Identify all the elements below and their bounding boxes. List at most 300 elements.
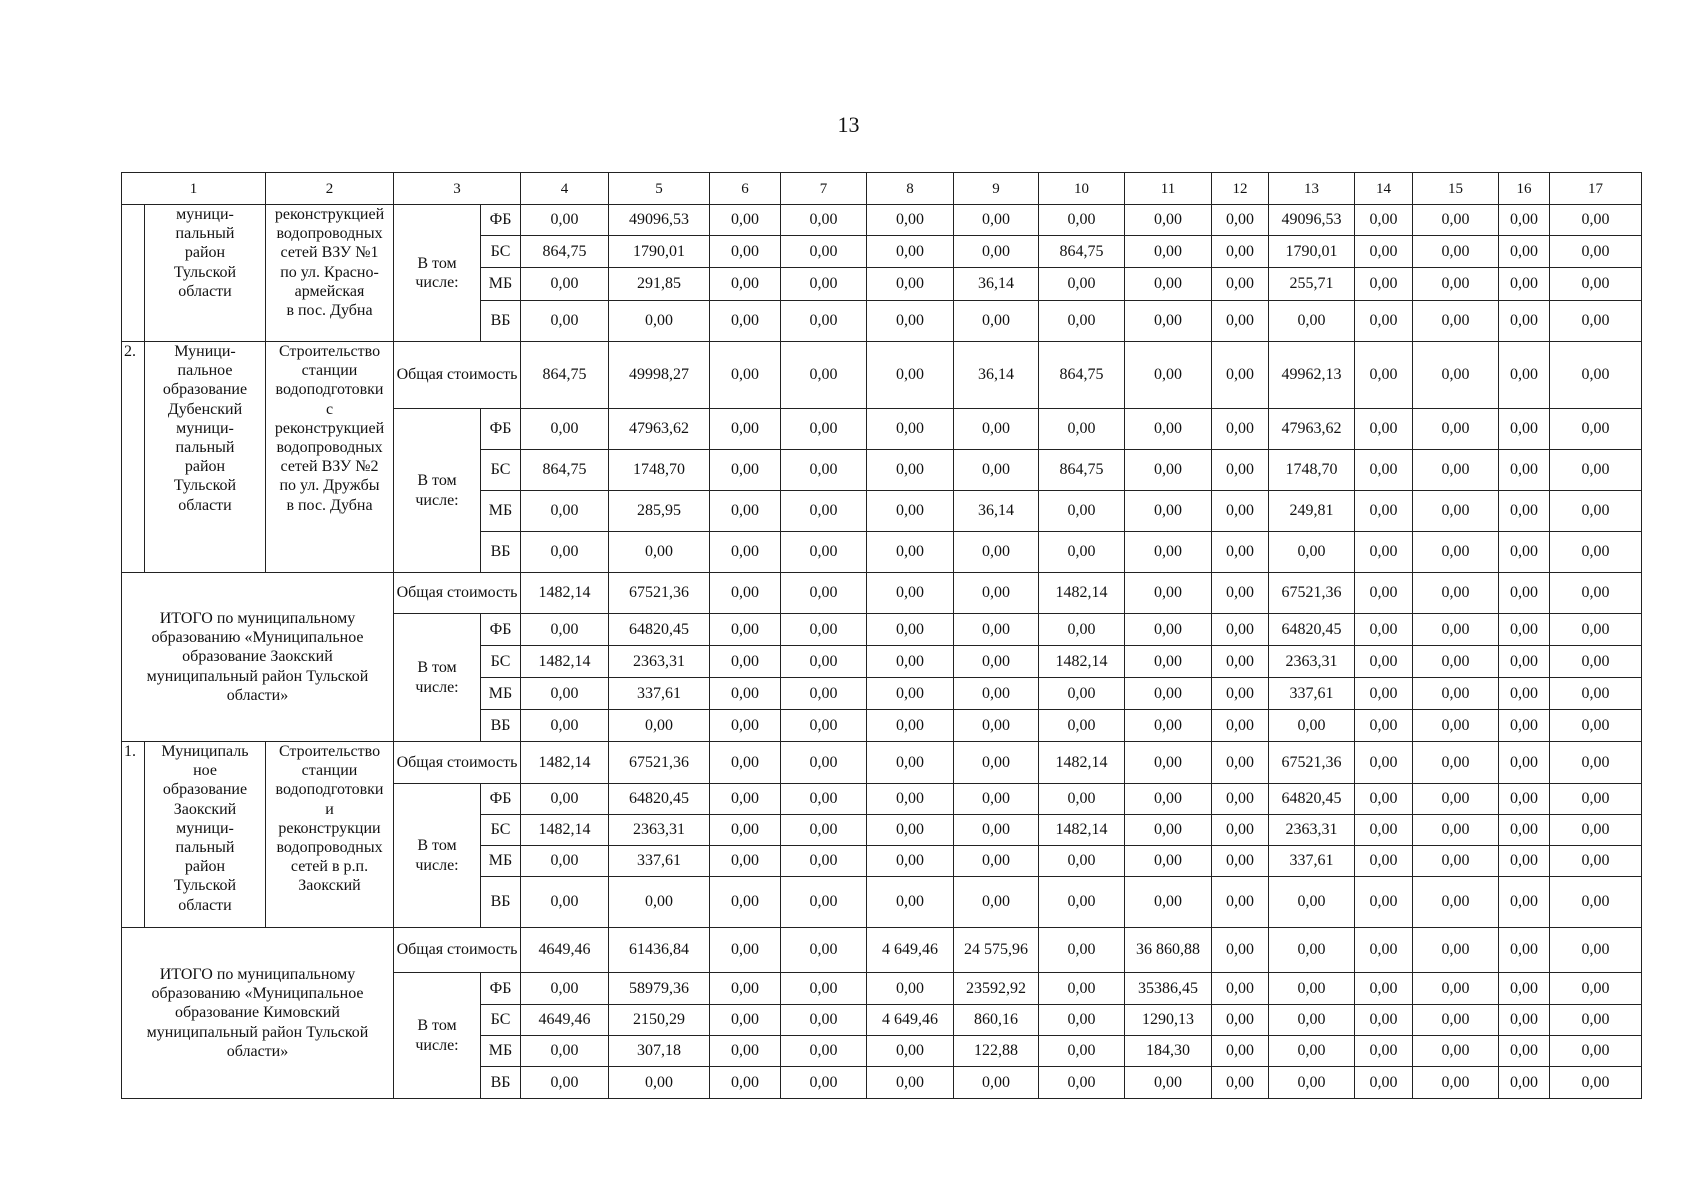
- value-cell: 0,00: [1413, 928, 1499, 973]
- value-cell: 0,00: [1355, 846, 1413, 877]
- value-cell: 0,00: [710, 409, 781, 450]
- value-cell: 0,00: [954, 205, 1039, 236]
- value-cell: 47963,62: [609, 409, 710, 450]
- column-header: 15: [1413, 173, 1499, 205]
- value-cell: 47963,62: [1269, 409, 1355, 450]
- value-cell: 0,00: [1212, 301, 1269, 342]
- value-cell: 0,00: [710, 450, 781, 491]
- value-cell: 0,00: [1413, 614, 1499, 646]
- value-cell: 0,00: [1039, 1005, 1125, 1036]
- value-cell: 0,00: [1499, 928, 1550, 973]
- value-cell: 0,00: [710, 846, 781, 877]
- source-label: БС: [481, 815, 521, 846]
- value-cell: 0,00: [954, 815, 1039, 846]
- municipality-cell: Муниципаль ное образование Заокский муници- пальный район Тульской области: [145, 742, 266, 928]
- source-label: МБ: [481, 1036, 521, 1067]
- value-cell: 1482,14: [521, 815, 609, 846]
- value-cell: 0,00: [1499, 877, 1550, 928]
- value-cell: 0,00: [867, 742, 954, 784]
- value-cell: 0,00: [781, 236, 867, 268]
- value-cell: 0,00: [781, 491, 867, 532]
- value-cell: 0,00: [1413, 784, 1499, 815]
- column-header: 7: [781, 173, 867, 205]
- value-cell: 0,00: [1125, 1067, 1212, 1099]
- value-cell: 0,00: [609, 1067, 710, 1099]
- value-cell: 64820,45: [609, 784, 710, 815]
- value-cell: 0,00: [781, 205, 867, 236]
- value-cell: 0,00: [1499, 678, 1550, 710]
- column-header: 1: [122, 173, 266, 205]
- value-cell: 0,00: [1125, 573, 1212, 614]
- value-cell: 0,00: [1550, 678, 1642, 710]
- value-cell: 1748,70: [1269, 450, 1355, 491]
- source-label: МБ: [481, 491, 521, 532]
- value-cell: 0,00: [1212, 784, 1269, 815]
- value-cell: 0,00: [781, 614, 867, 646]
- value-cell: 0,00: [1355, 742, 1413, 784]
- value-cell: 0,00: [1212, 846, 1269, 877]
- value-cell: 0,00: [1269, 1036, 1355, 1067]
- value-cell: 0,00: [521, 1067, 609, 1099]
- value-cell: 0,00: [867, 815, 954, 846]
- value-cell: 0,00: [710, 205, 781, 236]
- value-cell: 0,00: [867, 784, 954, 815]
- value-cell: 0,00: [781, 1067, 867, 1099]
- value-cell: 0,00: [1355, 236, 1413, 268]
- value-cell: 0,00: [521, 784, 609, 815]
- value-cell: 0,00: [1355, 301, 1413, 342]
- value-cell: 0,00: [781, 877, 867, 928]
- value-cell: 184,30: [1125, 1036, 1212, 1067]
- value-cell: 0,00: [710, 301, 781, 342]
- value-cell: 0,00: [1355, 1036, 1413, 1067]
- value-cell: 0,00: [1499, 205, 1550, 236]
- value-cell: 0,00: [609, 532, 710, 573]
- value-cell: 0,00: [867, 409, 954, 450]
- value-cell: 0,00: [1499, 1005, 1550, 1036]
- value-cell: 0,00: [867, 710, 954, 742]
- value-cell: 0,00: [1499, 614, 1550, 646]
- value-cell: 0,00: [710, 1067, 781, 1099]
- value-cell: 0,00: [1212, 491, 1269, 532]
- value-cell: 0,00: [1355, 928, 1413, 973]
- value-cell: 0,00: [1355, 1005, 1413, 1036]
- value-cell: 0,00: [1355, 205, 1413, 236]
- value-cell: 0,00: [521, 846, 609, 877]
- source-label: ФБ: [481, 614, 521, 646]
- header-row: [122, 173, 1642, 205]
- value-cell: 0,00: [1125, 205, 1212, 236]
- value-cell: 0,00: [1212, 342, 1269, 409]
- value-cell: 0,00: [710, 973, 781, 1005]
- value-cell: 0,00: [867, 301, 954, 342]
- value-cell: 0,00: [710, 784, 781, 815]
- value-cell: 0,00: [710, 678, 781, 710]
- value-cell: 337,61: [609, 846, 710, 877]
- value-cell: 0,00: [1039, 491, 1125, 532]
- value-cell: 0,00: [521, 301, 609, 342]
- value-cell: 0,00: [609, 877, 710, 928]
- value-cell: 0,00: [1125, 678, 1212, 710]
- value-cell: 0,00: [710, 532, 781, 573]
- value-cell: 0,00: [781, 678, 867, 710]
- value-cell: 0,00: [1550, 742, 1642, 784]
- value-cell: 255,71: [1269, 268, 1355, 301]
- value-cell: 0,00: [1355, 409, 1413, 450]
- value-cell: 0,00: [1125, 236, 1212, 268]
- value-cell: 0,00: [954, 846, 1039, 877]
- value-cell: 0,00: [1212, 877, 1269, 928]
- value-cell: 0,00: [1212, 646, 1269, 678]
- value-cell: 0,00: [781, 815, 867, 846]
- value-cell: 0,00: [1039, 614, 1125, 646]
- value-cell: 0,00: [781, 342, 867, 409]
- value-cell: 0,00: [1212, 973, 1269, 1005]
- value-cell: 0,00: [710, 268, 781, 301]
- value-cell: 1790,01: [609, 236, 710, 268]
- value-cell: 0,00: [710, 928, 781, 973]
- value-cell: 0,00: [1413, 1005, 1499, 1036]
- municipality-cell: Муници- пальное образование Дубенский муници- пальный район Тульской области: [145, 342, 266, 573]
- value-cell: 0,00: [1550, 236, 1642, 268]
- value-cell: 1482,14: [1039, 742, 1125, 784]
- total-cost-label: Общая стоимость: [394, 928, 521, 973]
- value-cell: 0,00: [1039, 1036, 1125, 1067]
- value-cell: 0,00: [1413, 236, 1499, 268]
- value-cell: 0,00: [954, 678, 1039, 710]
- value-cell: 0,00: [1413, 450, 1499, 491]
- value-cell: 0,00: [1413, 205, 1499, 236]
- value-cell: 0,00: [1499, 1067, 1550, 1099]
- value-cell: 0,00: [1212, 268, 1269, 301]
- value-cell: 0,00: [867, 532, 954, 573]
- value-cell: 0,00: [710, 646, 781, 678]
- value-cell: 0,00: [1550, 614, 1642, 646]
- value-cell: 0,00: [954, 1067, 1039, 1099]
- value-cell: 0,00: [1550, 1036, 1642, 1067]
- value-cell: 0,00: [1355, 973, 1413, 1005]
- value-cell: 0,00: [1212, 1036, 1269, 1067]
- value-cell: 0,00: [1212, 573, 1269, 614]
- value-cell: 0,00: [1355, 614, 1413, 646]
- value-cell: 0,00: [954, 784, 1039, 815]
- value-cell: 0,00: [781, 742, 867, 784]
- value-cell: 0,00: [1355, 678, 1413, 710]
- value-cell: 0,00: [1269, 710, 1355, 742]
- value-cell: 0,00: [954, 532, 1039, 573]
- value-cell: 0,00: [1499, 742, 1550, 784]
- value-cell: 0,00: [1269, 928, 1355, 973]
- value-cell: 864,75: [521, 342, 609, 409]
- value-cell: 0,00: [1039, 928, 1125, 973]
- row-number-cell: 2.: [122, 342, 145, 573]
- value-cell: 0,00: [1499, 1036, 1550, 1067]
- value-cell: 0,00: [781, 928, 867, 973]
- including-label: В том числе:: [394, 614, 481, 742]
- value-cell: 0,00: [1212, 205, 1269, 236]
- value-cell: 0,00: [1039, 1067, 1125, 1099]
- value-cell: 0,00: [1499, 409, 1550, 450]
- column-header: 3: [394, 173, 521, 205]
- value-cell: 0,00: [1039, 846, 1125, 877]
- value-cell: 0,00: [1499, 491, 1550, 532]
- value-cell: 0,00: [781, 301, 867, 342]
- value-cell: 36,14: [954, 342, 1039, 409]
- value-cell: 0,00: [1499, 236, 1550, 268]
- value-cell: 0,00: [521, 877, 609, 928]
- value-cell: 0,00: [1499, 646, 1550, 678]
- value-cell: 0,00: [710, 236, 781, 268]
- source-label: БС: [481, 450, 521, 491]
- value-cell: 860,16: [954, 1005, 1039, 1036]
- value-cell: 67521,36: [1269, 742, 1355, 784]
- value-cell: 0,00: [1413, 532, 1499, 573]
- column-header: 5: [609, 173, 710, 205]
- project-cell: Строительство станции водоподготовки с реконструкцией водопроводных сетей ВЗУ №2 по ул. Дружбы в пос. Дубна: [266, 342, 394, 573]
- value-cell: 0,00: [1039, 268, 1125, 301]
- value-cell: 0,00: [781, 710, 867, 742]
- source-label: ФБ: [481, 784, 521, 815]
- value-cell: 0,00: [954, 710, 1039, 742]
- total-cost-label: Общая стоимость: [394, 573, 521, 614]
- value-cell: 0,00: [710, 815, 781, 846]
- value-cell: 0,00: [1550, 784, 1642, 815]
- value-cell: 285,95: [609, 491, 710, 532]
- source-label: МБ: [481, 846, 521, 877]
- value-cell: 0,00: [710, 1005, 781, 1036]
- value-cell: 0,00: [609, 710, 710, 742]
- value-cell: 0,00: [521, 710, 609, 742]
- value-cell: 0,00: [1413, 268, 1499, 301]
- value-cell: 0,00: [1039, 532, 1125, 573]
- value-cell: 0,00: [954, 742, 1039, 784]
- value-cell: 0,00: [1550, 846, 1642, 877]
- value-cell: 0,00: [1355, 710, 1413, 742]
- including-label: В том числе:: [394, 973, 481, 1099]
- value-cell: 58979,36: [609, 973, 710, 1005]
- value-cell: 0,00: [710, 710, 781, 742]
- value-cell: 0,00: [1269, 973, 1355, 1005]
- value-cell: 337,61: [1269, 678, 1355, 710]
- value-cell: 49998,27: [609, 342, 710, 409]
- source-label: ВБ: [481, 1067, 521, 1099]
- value-cell: 0,00: [1125, 342, 1212, 409]
- value-cell: 49096,53: [609, 205, 710, 236]
- value-cell: 1482,14: [1039, 646, 1125, 678]
- value-cell: 0,00: [867, 846, 954, 877]
- total-row: [122, 573, 1642, 614]
- page-number: 13: [837, 112, 860, 137]
- value-cell: 0,00: [954, 614, 1039, 646]
- source-label: ФБ: [481, 409, 521, 450]
- value-cell: 307,18: [609, 1036, 710, 1067]
- value-cell: 0,00: [1039, 877, 1125, 928]
- value-cell: 67521,36: [1269, 573, 1355, 614]
- value-cell: 0,00: [1355, 532, 1413, 573]
- value-cell: 0,00: [1499, 710, 1550, 742]
- value-cell: 0,00: [867, 877, 954, 928]
- value-cell: 0,00: [1355, 342, 1413, 409]
- value-cell: 0,00: [1413, 710, 1499, 742]
- value-cell: 0,00: [1499, 573, 1550, 614]
- value-cell: 0,00: [1269, 532, 1355, 573]
- column-header: 13: [1269, 173, 1355, 205]
- value-cell: 0,00: [521, 409, 609, 450]
- value-cell: 0,00: [781, 1005, 867, 1036]
- value-cell: 0,00: [710, 614, 781, 646]
- column-header: 17: [1550, 173, 1642, 205]
- project-cell: реконструкцией водопроводных сетей ВЗУ №1 по ул. Красно- армейская в пос. Дубна: [266, 205, 394, 342]
- value-cell: 1482,14: [1039, 573, 1125, 614]
- value-cell: 0,00: [1039, 973, 1125, 1005]
- value-cell: 0,00: [867, 573, 954, 614]
- value-cell: 0,00: [781, 450, 867, 491]
- value-cell: 0,00: [1355, 573, 1413, 614]
- value-cell: 0,00: [954, 236, 1039, 268]
- value-cell: 0,00: [1125, 646, 1212, 678]
- value-cell: 0,00: [1269, 1005, 1355, 1036]
- value-cell: 0,00: [1125, 409, 1212, 450]
- value-cell: 0,00: [867, 342, 954, 409]
- value-cell: 0,00: [710, 342, 781, 409]
- column-header: 2: [266, 173, 394, 205]
- value-cell: 0,00: [1355, 646, 1413, 678]
- value-cell: 0,00: [1550, 450, 1642, 491]
- value-cell: 2363,31: [1269, 815, 1355, 846]
- value-cell: 0,00: [710, 877, 781, 928]
- value-cell: 0,00: [1039, 409, 1125, 450]
- value-cell: 0,00: [1499, 973, 1550, 1005]
- subtotal-title: ИТОГО по муниципальному образованию «Муниципальное образование Кимовский муниципальный район Тульской области»: [122, 928, 394, 1099]
- source-label: ВБ: [481, 532, 521, 573]
- value-cell: 0,00: [954, 450, 1039, 491]
- value-cell: 0,00: [521, 1036, 609, 1067]
- column-header: 9: [954, 173, 1039, 205]
- value-cell: 0,00: [954, 877, 1039, 928]
- value-cell: 864,75: [1039, 236, 1125, 268]
- row-number-cell: 1.: [122, 742, 145, 928]
- value-cell: 0,00: [1125, 815, 1212, 846]
- row-number-cell: [122, 205, 145, 342]
- value-cell: 1482,14: [1039, 815, 1125, 846]
- budget-table: [121, 172, 1642, 1099]
- value-cell: 864,75: [1039, 450, 1125, 491]
- value-cell: 0,00: [1550, 268, 1642, 301]
- value-cell: 0,00: [1550, 646, 1642, 678]
- value-cell: 0,00: [781, 1036, 867, 1067]
- value-cell: 67521,36: [609, 742, 710, 784]
- value-cell: 0,00: [1039, 205, 1125, 236]
- value-cell: 0,00: [1125, 301, 1212, 342]
- source-label: ФБ: [481, 973, 521, 1005]
- value-cell: 0,00: [1125, 846, 1212, 877]
- value-cell: 0,00: [521, 678, 609, 710]
- value-cell: 0,00: [1413, 742, 1499, 784]
- value-cell: 0,00: [867, 450, 954, 491]
- value-cell: 864,75: [521, 450, 609, 491]
- value-cell: 1482,14: [521, 573, 609, 614]
- value-cell: 0,00: [1413, 573, 1499, 614]
- column-header: 12: [1212, 173, 1269, 205]
- column-header: 4: [521, 173, 609, 205]
- value-cell: 2150,29: [609, 1005, 710, 1036]
- value-cell: 1482,14: [521, 742, 609, 784]
- value-cell: 0,00: [781, 846, 867, 877]
- value-cell: 0,00: [1212, 928, 1269, 973]
- value-cell: 0,00: [1499, 301, 1550, 342]
- value-cell: 0,00: [710, 742, 781, 784]
- value-cell: 0,00: [781, 973, 867, 1005]
- source-label: БС: [481, 236, 521, 268]
- municipality-cell: муници- пальный район Тульской области: [145, 205, 266, 342]
- value-cell: 0,00: [1413, 877, 1499, 928]
- value-cell: 61436,84: [609, 928, 710, 973]
- value-cell: 0,00: [1550, 409, 1642, 450]
- value-cell: 0,00: [1499, 784, 1550, 815]
- value-cell: 0,00: [781, 646, 867, 678]
- value-cell: 0,00: [1413, 491, 1499, 532]
- value-cell: 0,00: [1125, 532, 1212, 573]
- source-label: МБ: [481, 268, 521, 301]
- value-cell: 0,00: [1550, 973, 1642, 1005]
- value-cell: 49096,53: [1269, 205, 1355, 236]
- including-label: В том числе:: [394, 409, 481, 573]
- value-cell: 64820,45: [1269, 784, 1355, 815]
- source-label: ВБ: [481, 301, 521, 342]
- column-header: 6: [710, 173, 781, 205]
- value-cell: 0,00: [781, 573, 867, 614]
- value-cell: 0,00: [1355, 1067, 1413, 1099]
- value-cell: 337,61: [1269, 846, 1355, 877]
- value-cell: 0,00: [1499, 532, 1550, 573]
- value-cell: 0,00: [1413, 815, 1499, 846]
- value-cell: 0,00: [1212, 614, 1269, 646]
- table-row: [122, 342, 1642, 409]
- value-cell: 0,00: [867, 646, 954, 678]
- value-cell: 0,00: [1212, 236, 1269, 268]
- value-cell: 0,00: [1355, 450, 1413, 491]
- value-cell: 0,00: [781, 784, 867, 815]
- value-cell: 0,00: [867, 205, 954, 236]
- project-cell: Строительство станции водоподготовки и реконструкции водопроводных сетей в р.п. Заокский: [266, 742, 394, 928]
- value-cell: 0,00: [1550, 301, 1642, 342]
- value-cell: 0,00: [710, 491, 781, 532]
- value-cell: 0,00: [867, 491, 954, 532]
- value-cell: 2363,31: [609, 815, 710, 846]
- value-cell: 0,00: [1355, 268, 1413, 301]
- value-cell: 0,00: [710, 1036, 781, 1067]
- value-cell: 0,00: [710, 573, 781, 614]
- value-cell: 0,00: [521, 614, 609, 646]
- value-cell: 0,00: [867, 1036, 954, 1067]
- value-cell: 0,00: [1550, 342, 1642, 409]
- value-cell: 0,00: [1269, 1067, 1355, 1099]
- value-cell: 67521,36: [609, 573, 710, 614]
- value-cell: 0,00: [1550, 928, 1642, 973]
- value-cell: 36,14: [954, 268, 1039, 301]
- value-cell: 36 860,88: [1125, 928, 1212, 973]
- value-cell: 0,00: [954, 301, 1039, 342]
- value-cell: 0,00: [1212, 710, 1269, 742]
- value-cell: 0,00: [1039, 301, 1125, 342]
- value-cell: 4 649,46: [867, 928, 954, 973]
- value-cell: 249,81: [1269, 491, 1355, 532]
- column-header: 8: [867, 173, 954, 205]
- value-cell: 337,61: [609, 678, 710, 710]
- value-cell: 4649,46: [521, 1005, 609, 1036]
- source-label: БС: [481, 646, 521, 678]
- source-label: МБ: [481, 678, 521, 710]
